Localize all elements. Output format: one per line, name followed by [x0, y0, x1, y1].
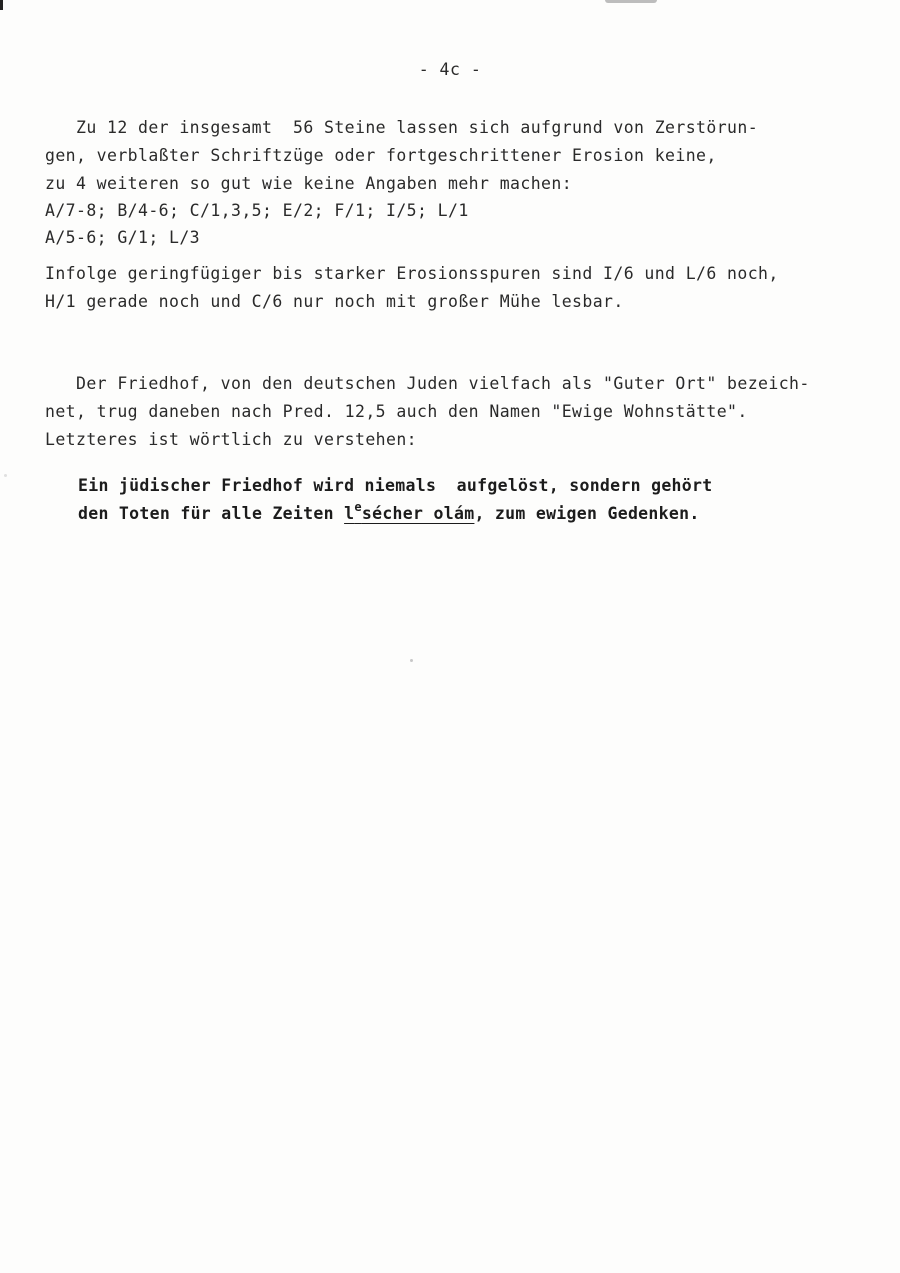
paragraph-2-line-2: H/1 gerade noch und C/6 nur noch mit großer Mühe lesbar. — [45, 292, 624, 311]
paragraph-3-line-3: Letzteres ist wörtlich zu verstehen: — [45, 430, 418, 449]
quote-line-2-before: den Toten für alle Zeiten — [78, 504, 345, 523]
scan-speck — [410, 659, 413, 662]
hebrew-term-superscript: e — [354, 499, 362, 514]
quote-line-1: Ein jüdischer Friedhof wird niemals aufgelöst, sondern gehört — [78, 476, 713, 495]
paragraph-3-line-2: net, trug daneben nach Pred. 12,5 auch den Namen "Ewige Wohnstätte". — [45, 402, 748, 421]
paragraph-3-line-1: Der Friedhof, von den deutschen Juden vielfach als "Guter Ort" bezeich- — [45, 374, 810, 393]
hebrew-term-rest: sécher olám — [361, 504, 475, 523]
paragraph-1-line-1: Zu 12 der insgesamt 56 Steine lassen sich aufgrund von Zerstörun- — [45, 118, 759, 137]
scan-smudge — [605, 0, 657, 3]
quote-line-2 — [78, 499, 700, 524]
paragraph-1-line-2: gen, verblaßter Schriftzüge oder fortgeschrittener Erosion keine, — [45, 146, 717, 165]
hebrew-term — [344, 499, 475, 523]
paragraph-1-line-4: A/7-8; B/4-6; C/1,3,5; E/2; F/1; I/5; L/1 — [45, 201, 469, 220]
quote-line-2-after: , zum ewigen Gedenken. — [474, 504, 700, 523]
page-number: - 4c - — [418, 60, 482, 79]
paragraph-1-line-5: A/5-6; G/1; L/3 — [45, 228, 201, 247]
paragraph-1-line-3: zu 4 weiteren so gut wie keine Angaben mehr machen: — [45, 174, 573, 193]
scan-speck — [4, 474, 7, 477]
paragraph-2-line-1: Infolge geringfügiger bis starker Erosionsspuren sind I/6 und L/6 noch, — [45, 264, 779, 283]
scan-corner-mark — [0, 0, 3, 10]
hebrew-term-l: l — [344, 504, 355, 523]
